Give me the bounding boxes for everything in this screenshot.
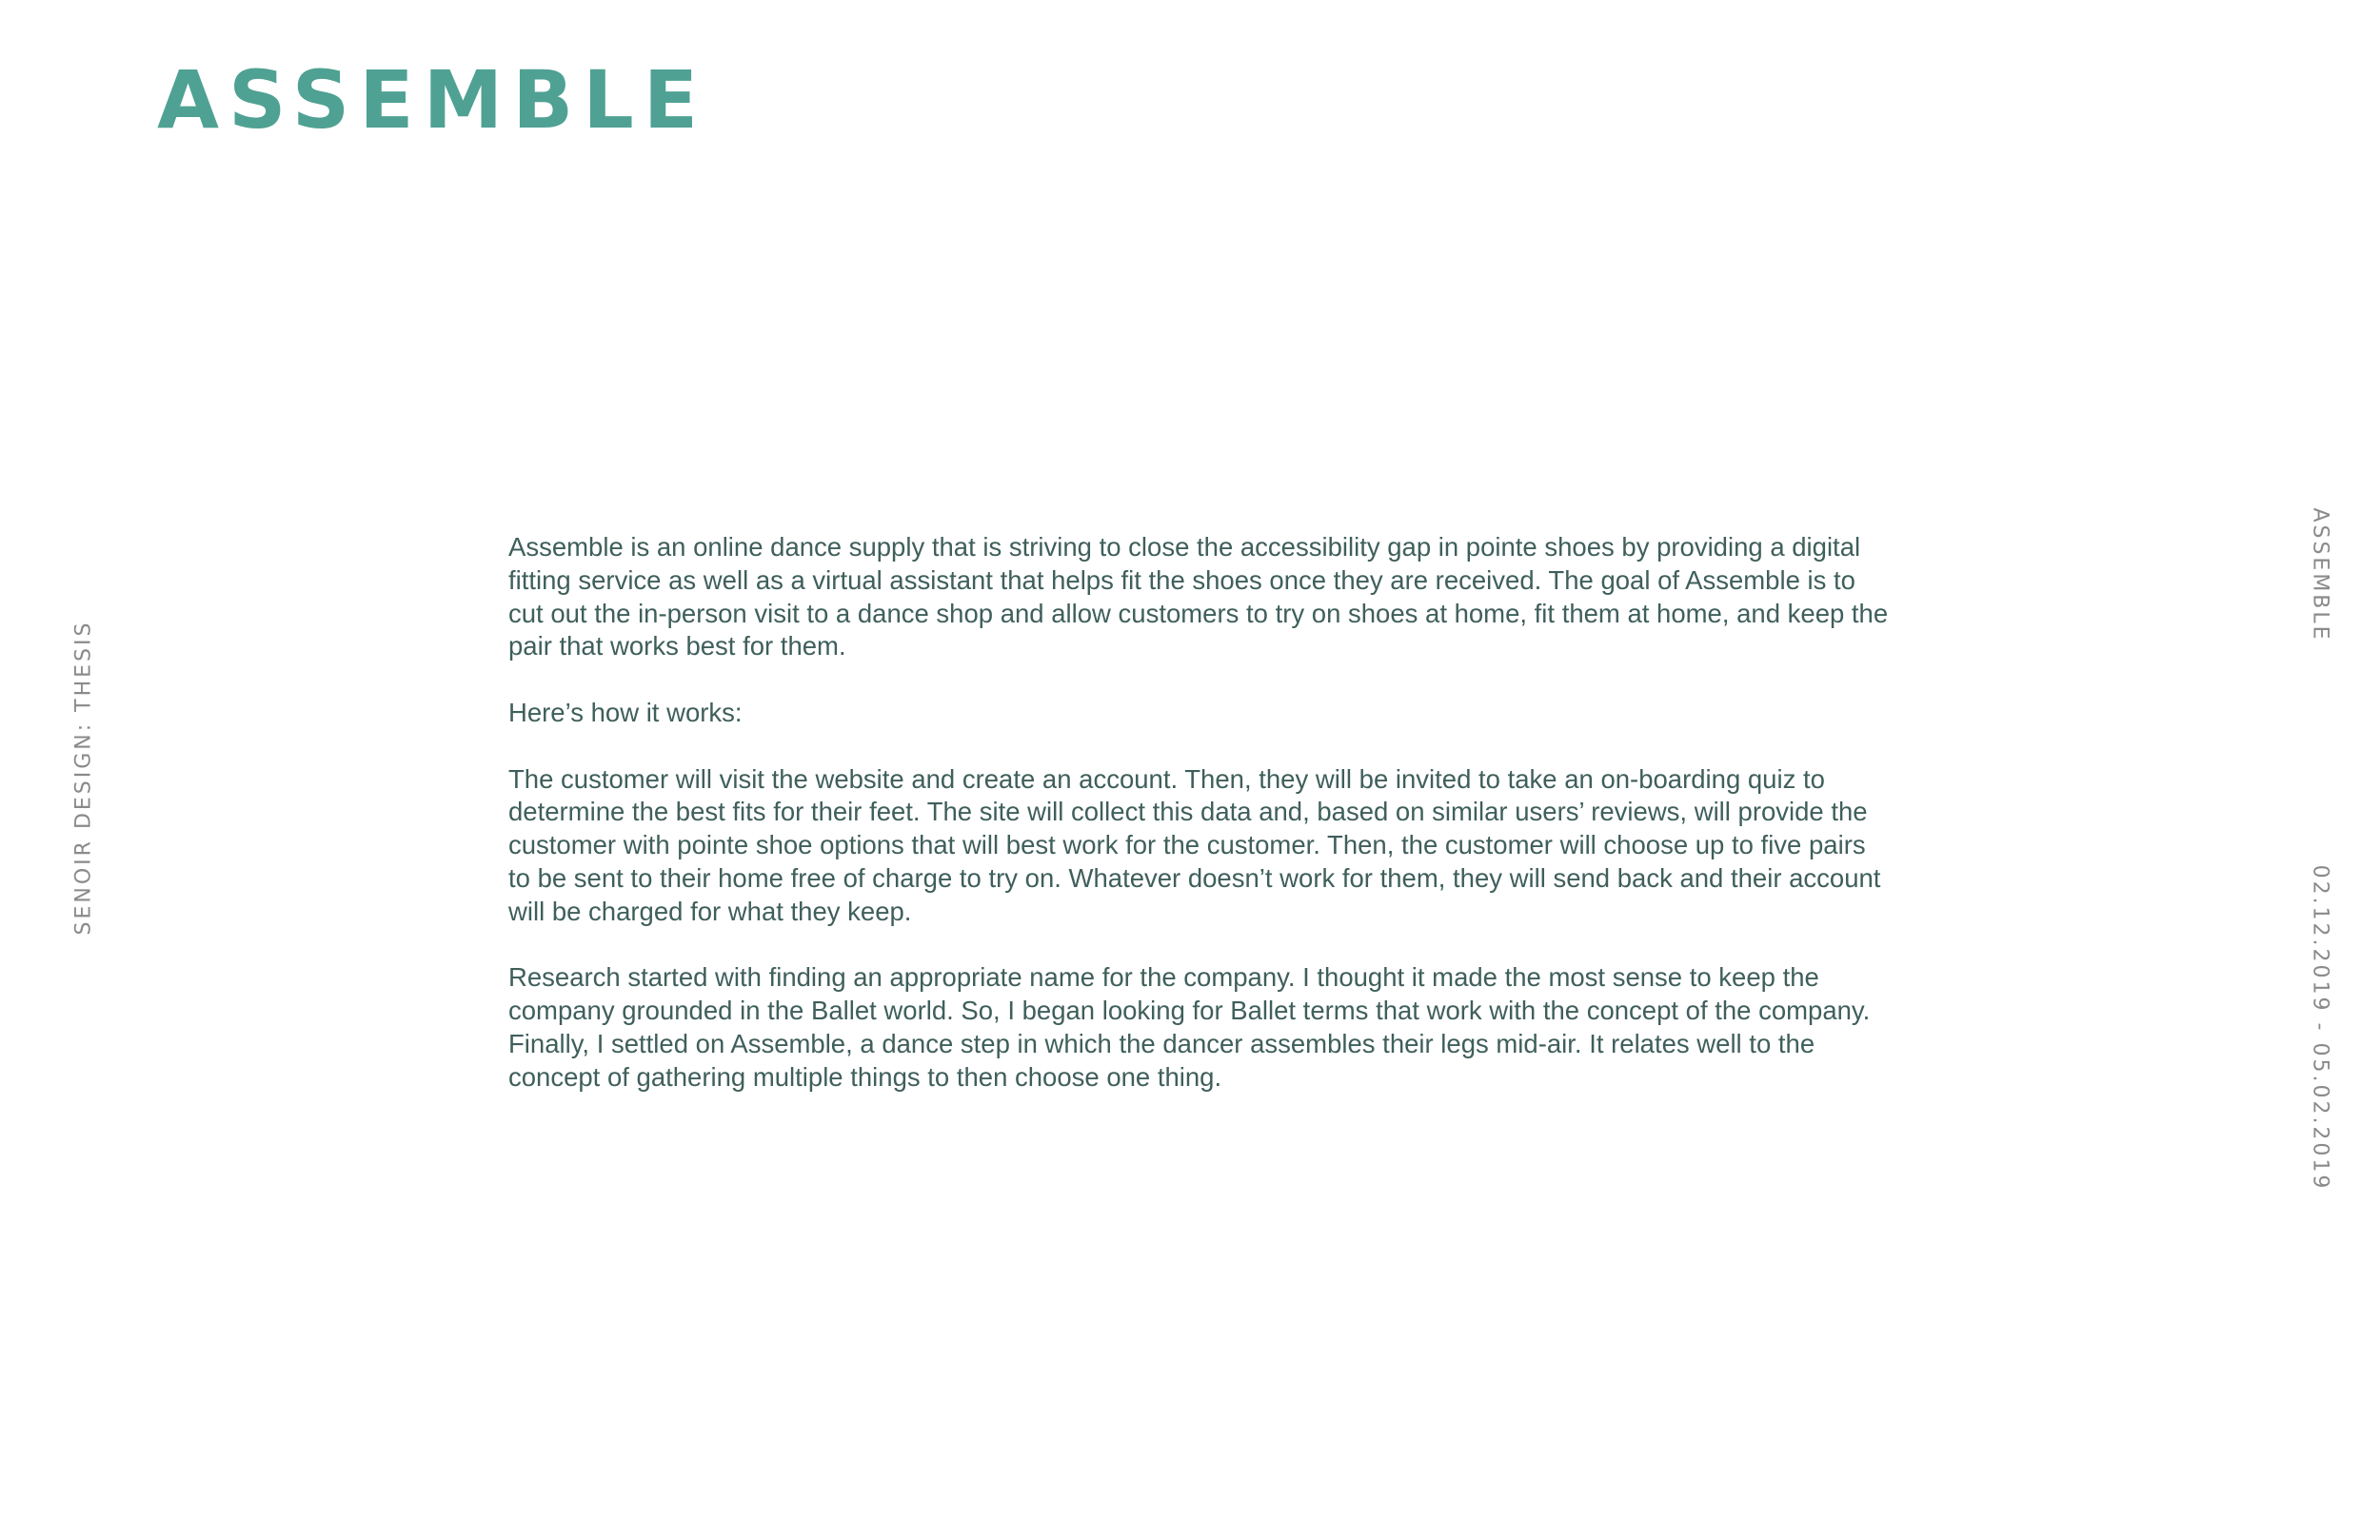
sidebar-thesis-label: SENOIR DESIGN: THESIS <box>71 620 96 936</box>
paragraph-how-it-works: Here’s how it works: <box>508 697 743 727</box>
project-description <box>508 531 1889 1127</box>
paragraph-intro: Assemble is an online dance supply that is striving to close the accessibility gap in pointe shoes by providing a digital fitting service as well as a virtual assistant that helps fit the shoes once they are received. The goal of Assemble is to cut out the in-person visit to a dance shop and allow customers to try on shoes at home, fit them at home, and keep the pair that works best for them. <box>508 532 1889 661</box>
page-title-logo: ASSEMBLE <box>157 53 708 147</box>
sidebar-brand-label: ASSEMBLE <box>2308 507 2332 642</box>
paragraph-process: The customer will visit the website and create an account. Then, they will be invited to take an on-boarding quiz to determine the best fits for their feet. The site will collect this data and, based on similar users’ reviews, will provide the customer with pointe shoe options that will best work for the customer. Then, the customer will choose up to five pairs to be sent to their home free of charge to try on. Whatever doesn’t work for them, they will send back and their account will be charged for what they keep. <box>508 763 1881 926</box>
paragraph-research: Research started with finding an appropriate name for the company. I thought it made the most sense to keep the company grounded in the Ballet world. So, I began looking for Ballet terms that work with the concept of the company. Finally, I settled on Assemble, a dance step in which the dancer assembles their legs mid-air. It relates well to the concept of gathering multiple things to then choose one thing. <box>508 962 1871 1092</box>
sidebar-date-range: 02.12.2019 - 05.02.2019 <box>2308 864 2332 1192</box>
